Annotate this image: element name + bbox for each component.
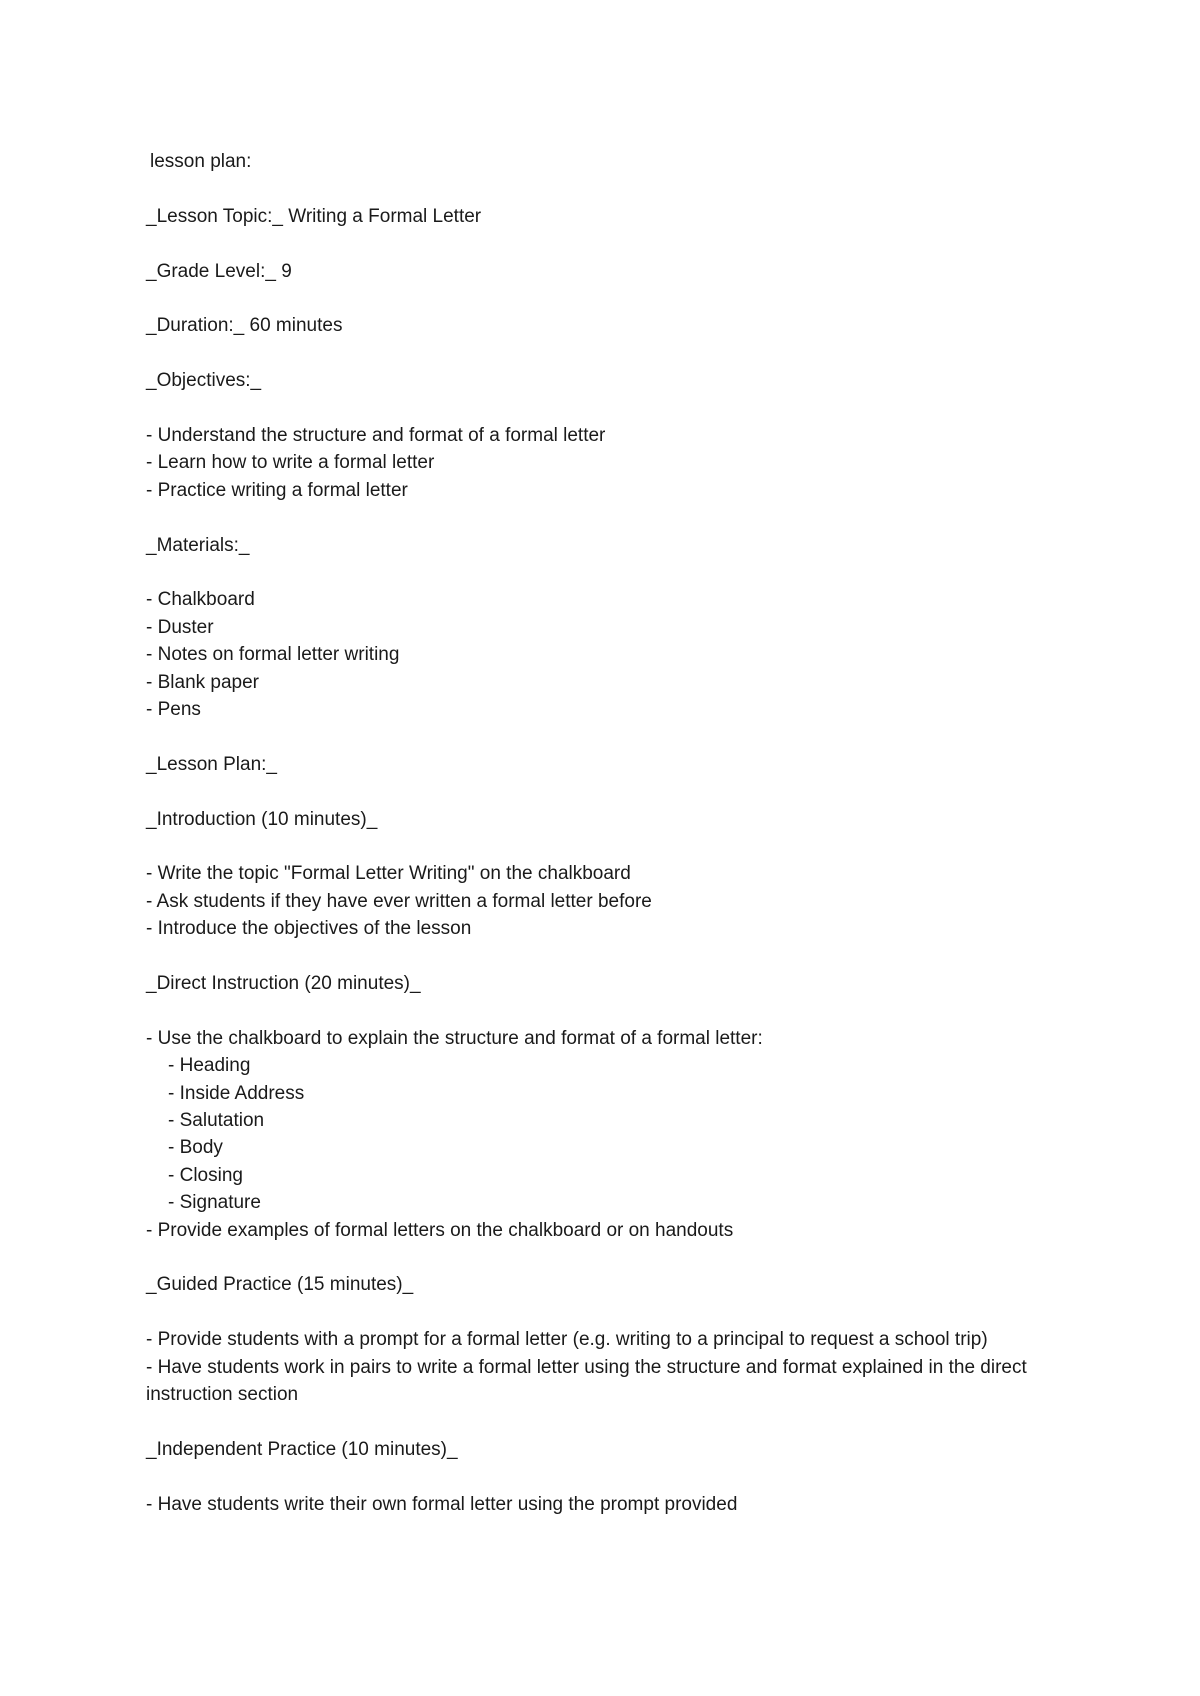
letter-part-item: - Body — [168, 1137, 223, 1159]
introduction-item: - Write the topic "Formal Letter Writing" on the chalkboard — [146, 863, 631, 885]
introduction-item: - Ask students if they have ever written a formal letter before — [146, 890, 652, 912]
materials-heading: _Materials:_ — [146, 534, 250, 556]
grade-level: _Grade Level:_ 9 — [146, 260, 292, 282]
material-item: - Duster — [146, 616, 214, 638]
duration: _Duration:_ 60 minutes — [146, 315, 343, 337]
direct-instruction-lead: - Use the chalkboard to explain the structure and format of a formal letter: — [146, 1027, 763, 1049]
objectives-heading: _Objectives:_ — [146, 370, 262, 392]
objective-item: - Practice writing a formal letter — [146, 479, 408, 501]
independent-practice-item: - Have students write their own formal letter using the prompt provided — [146, 1493, 738, 1515]
letter-part-item: - Salutation — [168, 1110, 265, 1132]
material-item: - Pens — [146, 699, 201, 721]
letter-part-item: - Closing — [168, 1164, 243, 1186]
guided-practice-item: - Provide students with a prompt for a formal letter (e.g. writing to a principal to request a school trip) — [146, 1329, 988, 1351]
material-item: - Chalkboard — [146, 589, 255, 611]
introduction-item: - Introduce the objectives of the lesson — [146, 918, 472, 940]
letter-part-item: - Inside Address — [168, 1082, 305, 1104]
document-body — [146, 148, 1066, 1518]
letter-part-item: - Heading — [168, 1055, 251, 1077]
direct-instruction-heading: _Direct Instruction (20 minutes)_ — [146, 973, 421, 995]
lesson-topic: _Lesson Topic:_ Writing a Formal Letter — [146, 205, 482, 227]
objective-item: - Learn how to write a formal letter — [146, 452, 435, 474]
material-item: - Notes on formal letter writing — [146, 644, 400, 666]
objective-item: - Understand the structure and format of a formal letter — [146, 424, 606, 446]
guided-practice-heading: _Guided Practice (15 minutes)_ — [146, 1274, 414, 1296]
letter-part-item: - Signature — [168, 1192, 261, 1214]
material-item: - Blank paper — [146, 671, 260, 693]
direct-instruction-after: - Provide examples of formal letters on the chalkboard or on handouts — [146, 1219, 734, 1241]
independent-practice-heading: _Independent Practice (10 minutes)_ — [146, 1438, 458, 1460]
guided-practice-item: - Have students work in pairs to write a formal letter using the structure and format explained in the direct instruction section — [146, 1356, 1033, 1406]
lesson-plan-heading: _Lesson Plan:_ — [146, 753, 277, 775]
intro-line: lesson plan: — [150, 151, 252, 172]
introduction-heading: _Introduction (10 minutes)_ — [146, 808, 378, 830]
